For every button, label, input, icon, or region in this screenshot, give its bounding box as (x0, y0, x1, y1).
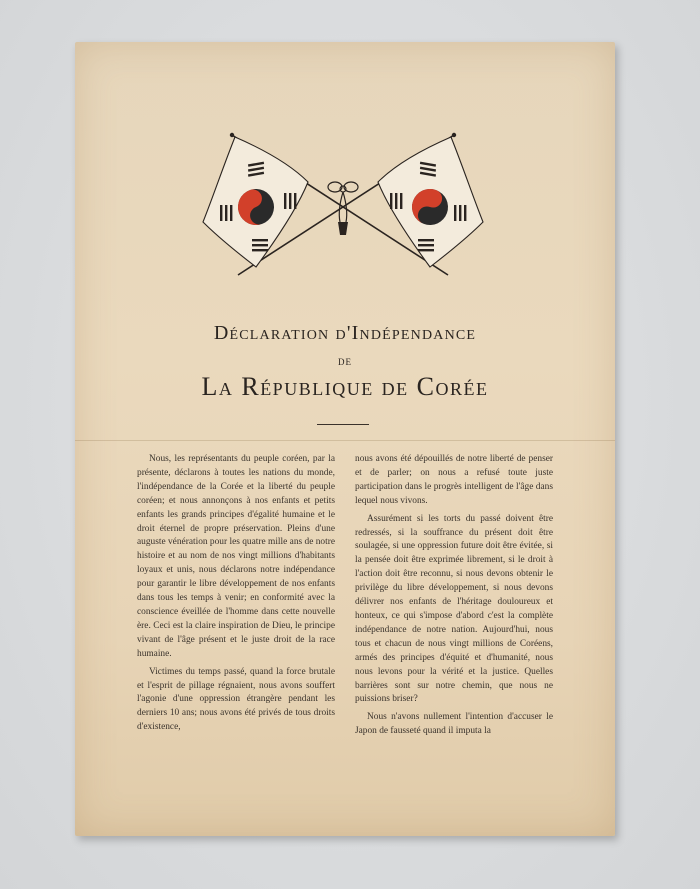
text-column-left (137, 453, 335, 739)
paragraph: Assurément si les torts du passé doivent être redressés, si la souffrance du présent doit être soulagée, si une oppression future doit être évitée, si la pensée doit être exprimée librement, si le droit à l'action doit être reconnu, si nous devons obtenir le privilège du libre développement, si nous devons délivrer nos enfants de l'héritage douloureux et honteux, ce qui s'impose d'abord c'est la complète indépendance de notre nation. Aujourd'hui, nous tous et chacun de nous vingt millions de Coréens, armés des principes d'équité et d'humanité, nous nous levons pour la vérité et la justice. Quelles barrières sont sur notre chemin, que nous ne puissions briser? (355, 513, 553, 705)
document-page (75, 42, 615, 836)
document-subtitle: La République de Corée (201, 372, 489, 401)
paragraph: Nous, les représentants du peuple coréen, par la présente, déclarons à toutes les nations du monde, l'indépendance de la Corée et la liberté du peuple coréen; et nous annonçons à nos enfants et petits enfants les grands principes d'égalité humaine et le droit éternel de propre préservation. Pleins d'une auguste vénération pour les quatre mille ans de notre histoire et au nom de nos vingt millions d'habitants loyaux et unis, nous déclarons notre indépendance pour garantir le libre développement de nos enfants dans tous les temps à venir; en conformité avec la conscience éveillée de l'homme dans cette nouvelle ère. Ceci est la claire inspiration de Dieu, le principe vivant de l'âge présent et le juste droit de la race humaine. (137, 454, 335, 659)
paragraph: Nous n'avons nullement l'intention d'accuser le Japon de fausseté quand il imputa la (355, 712, 553, 737)
title-divider (317, 424, 369, 425)
paragraph: nous avons été dépouillés de notre liberté de penser et de parler; on nous a refusé toute juste participation dans le progrès intelligent de l'âge dans lequel nous vivons. (355, 454, 553, 506)
paragraph: Victimes du temps passé, quand la force brutale et l'esprit de pillage régnaient, nous avons souffert l'agonie d'une oppression étrangère pendant les derniers 10 ans; nous avons été privés de tous droits d'existence, (137, 666, 335, 733)
crossed-korean-flags-icon (198, 127, 488, 277)
title-connector: DE (338, 357, 352, 367)
document-title: Déclaration d'Indépendance (213, 322, 477, 344)
text-column-right (355, 453, 553, 743)
